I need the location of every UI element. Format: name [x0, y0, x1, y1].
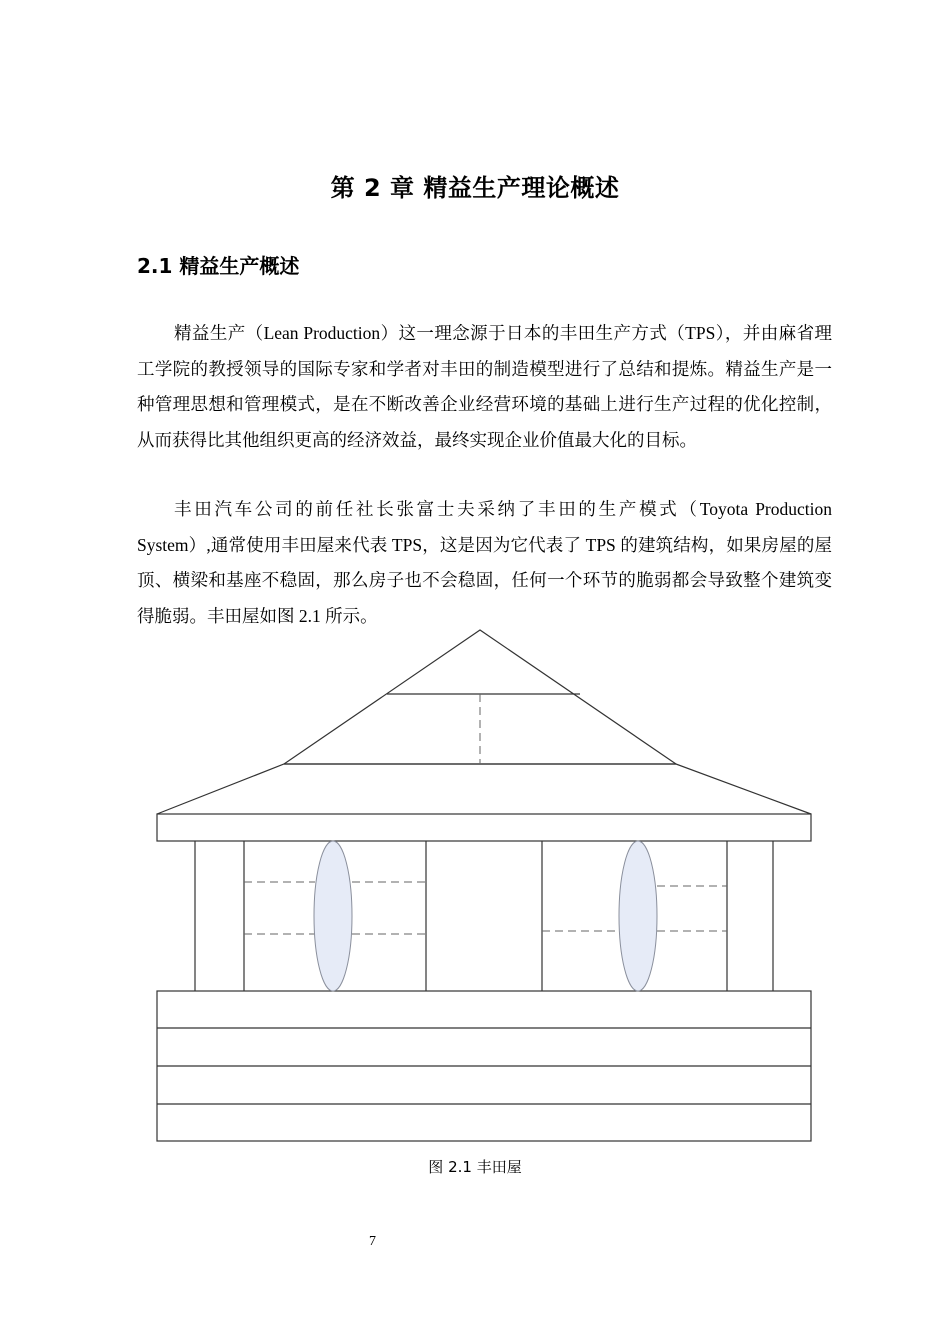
roof-eaves	[157, 764, 811, 814]
section-title: 2.1 精益生产概述	[137, 254, 300, 278]
page-number: 7	[369, 1234, 376, 1249]
foundation	[157, 991, 811, 1141]
paragraph-1: 精益生产（Lean Production）这一理念源于日本的丰田生产方式（TPS），并由麻省理工学院的教授领导的国际专家和学者对丰田的制造模型进行了总结和提炼。精益生产是一种管理思想和管理模式，是在不断改善企业经营环境的基础上进行生产过程的优化控制，从而获得比其他组织更高的经济效益，最终实现企业价值最大化的目标。	[137, 323, 832, 450]
roof-peak	[284, 630, 676, 764]
figure-caption: 图 2.1 丰田屋	[428, 1158, 522, 1176]
paragraph-2: 丰田汽车公司的前任社长张富士夫采纳了丰田的生产模式（Toyota Production System）,通常使用丰田屋来代表 TPS，这是因为它代表了 TPS 的建筑结构，如果房屋的屋顶、横梁和基座不稳固，那么房子也不会稳固，任何一个环节的脆弱都会导致整个建筑变得脆弱。丰田屋如图 2.1 所示。	[137, 499, 832, 626]
roof-lintel	[157, 814, 811, 841]
left-pillar-oval	[314, 841, 352, 991]
right-pillar-oval	[619, 841, 657, 991]
chapter-title: 第 2 章 精益生产理论概述	[330, 174, 620, 202]
